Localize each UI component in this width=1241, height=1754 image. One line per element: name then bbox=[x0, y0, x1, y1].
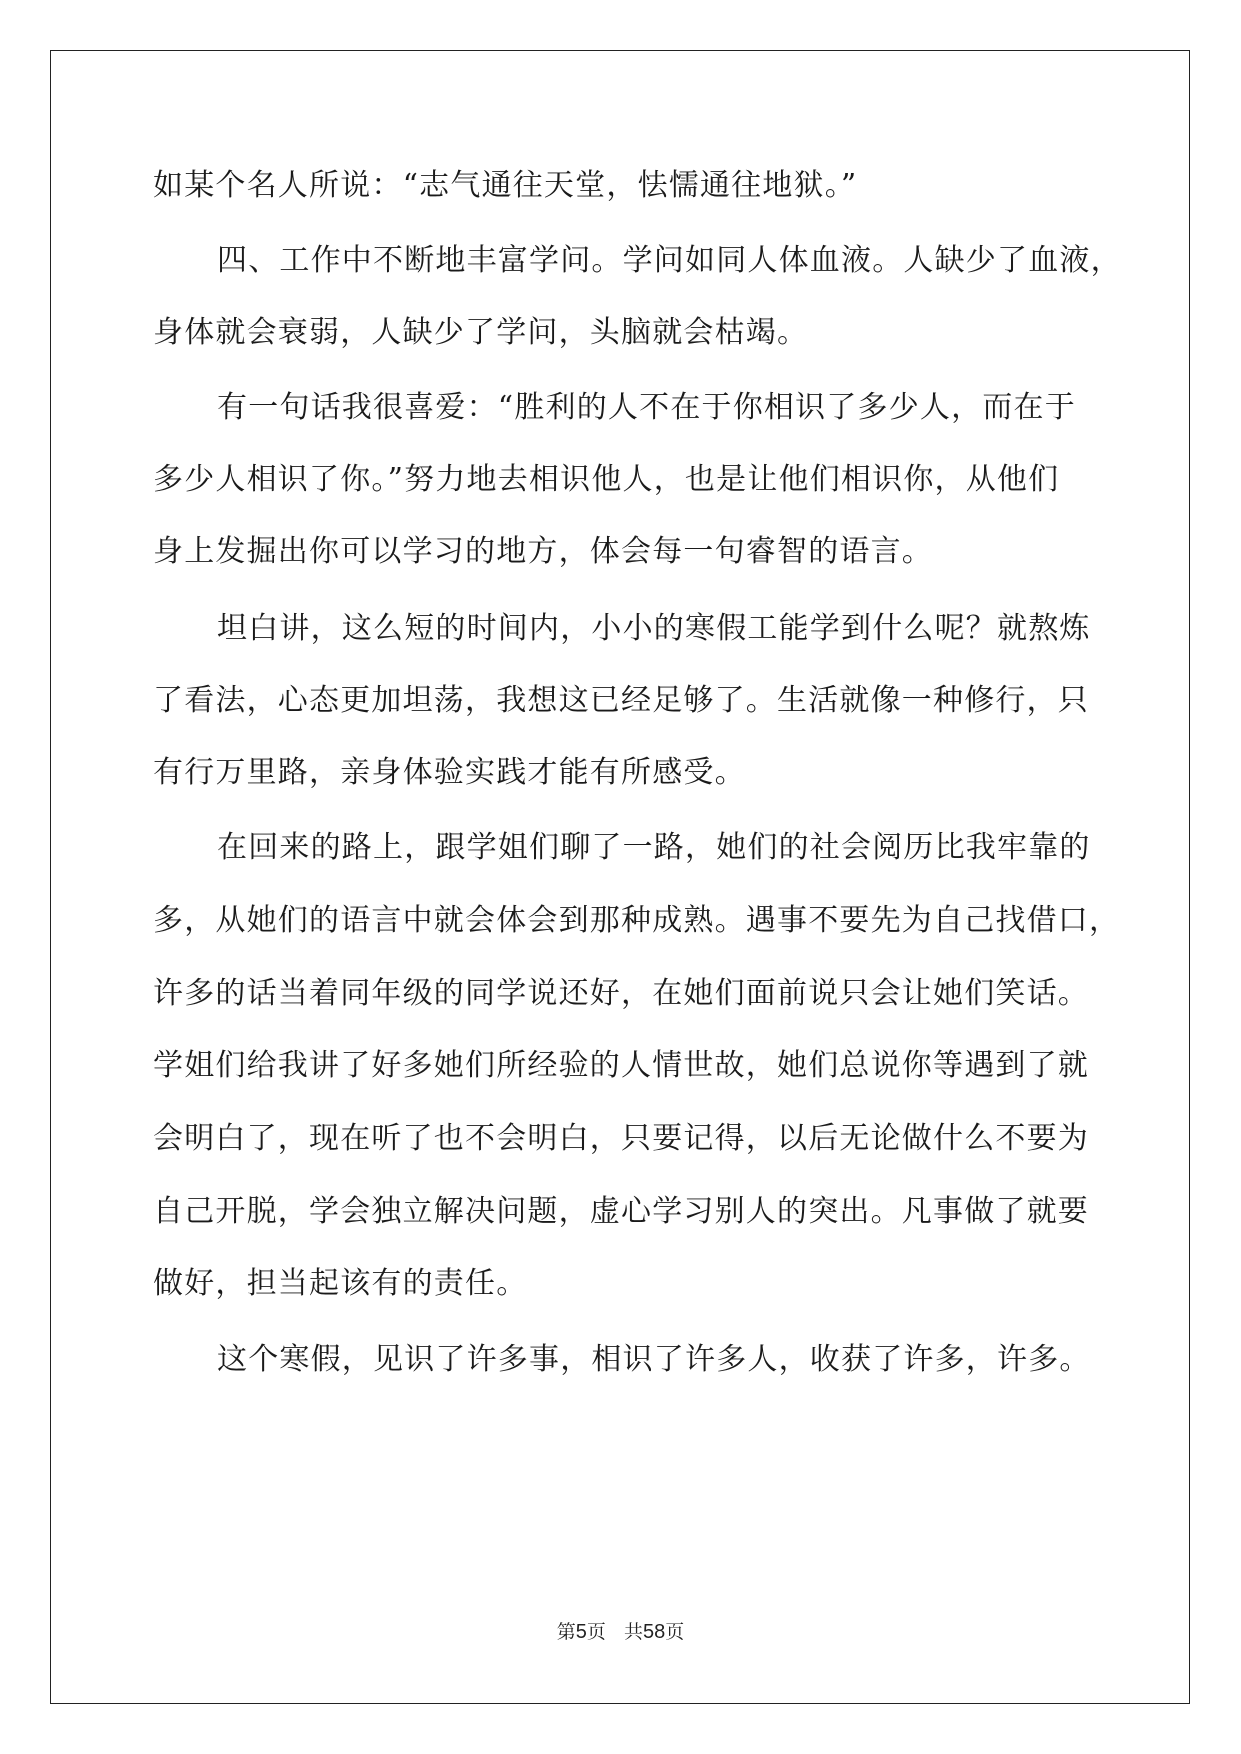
text-line: 做好，担当起该有的责任。 bbox=[153, 1266, 528, 1301]
total-pages: 58 bbox=[642, 1621, 666, 1643]
text-line: 这个寒假，见识了许多事，相识了许多人，收获了许多，许多。 bbox=[217, 1342, 1091, 1377]
text-line: 有一句话我很喜爱：“胜利的人不在于你相识了多少人，而在于 bbox=[217, 390, 1076, 425]
text-line: 如某个名人所说：“志气通往天堂，怯懦通往地狱。” bbox=[153, 168, 858, 203]
footer-total-prefix: 共 bbox=[623, 1621, 643, 1643]
page-number: 5 bbox=[575, 1621, 587, 1643]
text-line: 学姐们给我讲了好多她们所经验的人情世故，她们总说你等遇到了就 bbox=[153, 1048, 1089, 1083]
text-line: 身上发掘出你可以学习的地方，体会每一句睿智的语言。 bbox=[153, 534, 933, 569]
footer-page-suffix: 页 bbox=[586, 1621, 606, 1643]
page-border bbox=[50, 50, 1190, 1704]
text-line: 多，从她们的语言中就会体会到那种成熟。遇事不要先为自己找借口， bbox=[153, 903, 1121, 938]
text-line: 自己开脱，学会独立解决问题，虚心学习别人的突出。凡事做了就要 bbox=[153, 1194, 1089, 1229]
text-line: 在回来的路上，跟学姐们聊了一路，她们的社会阅历比我牢靠的 bbox=[217, 830, 1091, 865]
text-line: 坦白讲，这么短的时间内，小小的寒假工能学到什么呢？就熬炼 bbox=[217, 611, 1091, 646]
text-line: 许多的话当着同年级的同学说还好，在她们面前说只会让她们笑话。 bbox=[153, 976, 1089, 1011]
text-line: 四、工作中不断地丰富学问。学问如同人体血液。人缺少了血液， bbox=[217, 243, 1122, 278]
text-line: 会明白了，现在听了也不会明白，只要记得，以后无论做什么不要为 bbox=[153, 1121, 1089, 1156]
text-line: 身体就会衰弱，人缺少了学问，头脑就会枯竭。 bbox=[153, 315, 809, 350]
text-line: 多少人相识了你。”努力地去相识他人，也是让他们相识你，从他们 bbox=[153, 462, 1060, 497]
text-line: 有行万里路，亲身体验实践才能有所感受。 bbox=[153, 755, 746, 790]
text-line: 了看法，心态更加坦荡，我想这已经足够了。生活就像一种修行，只 bbox=[153, 683, 1089, 718]
footer-total-suffix: 页 bbox=[665, 1621, 685, 1643]
page-footer bbox=[0, 1620, 1241, 1644]
footer-prefix: 第 bbox=[556, 1621, 576, 1643]
